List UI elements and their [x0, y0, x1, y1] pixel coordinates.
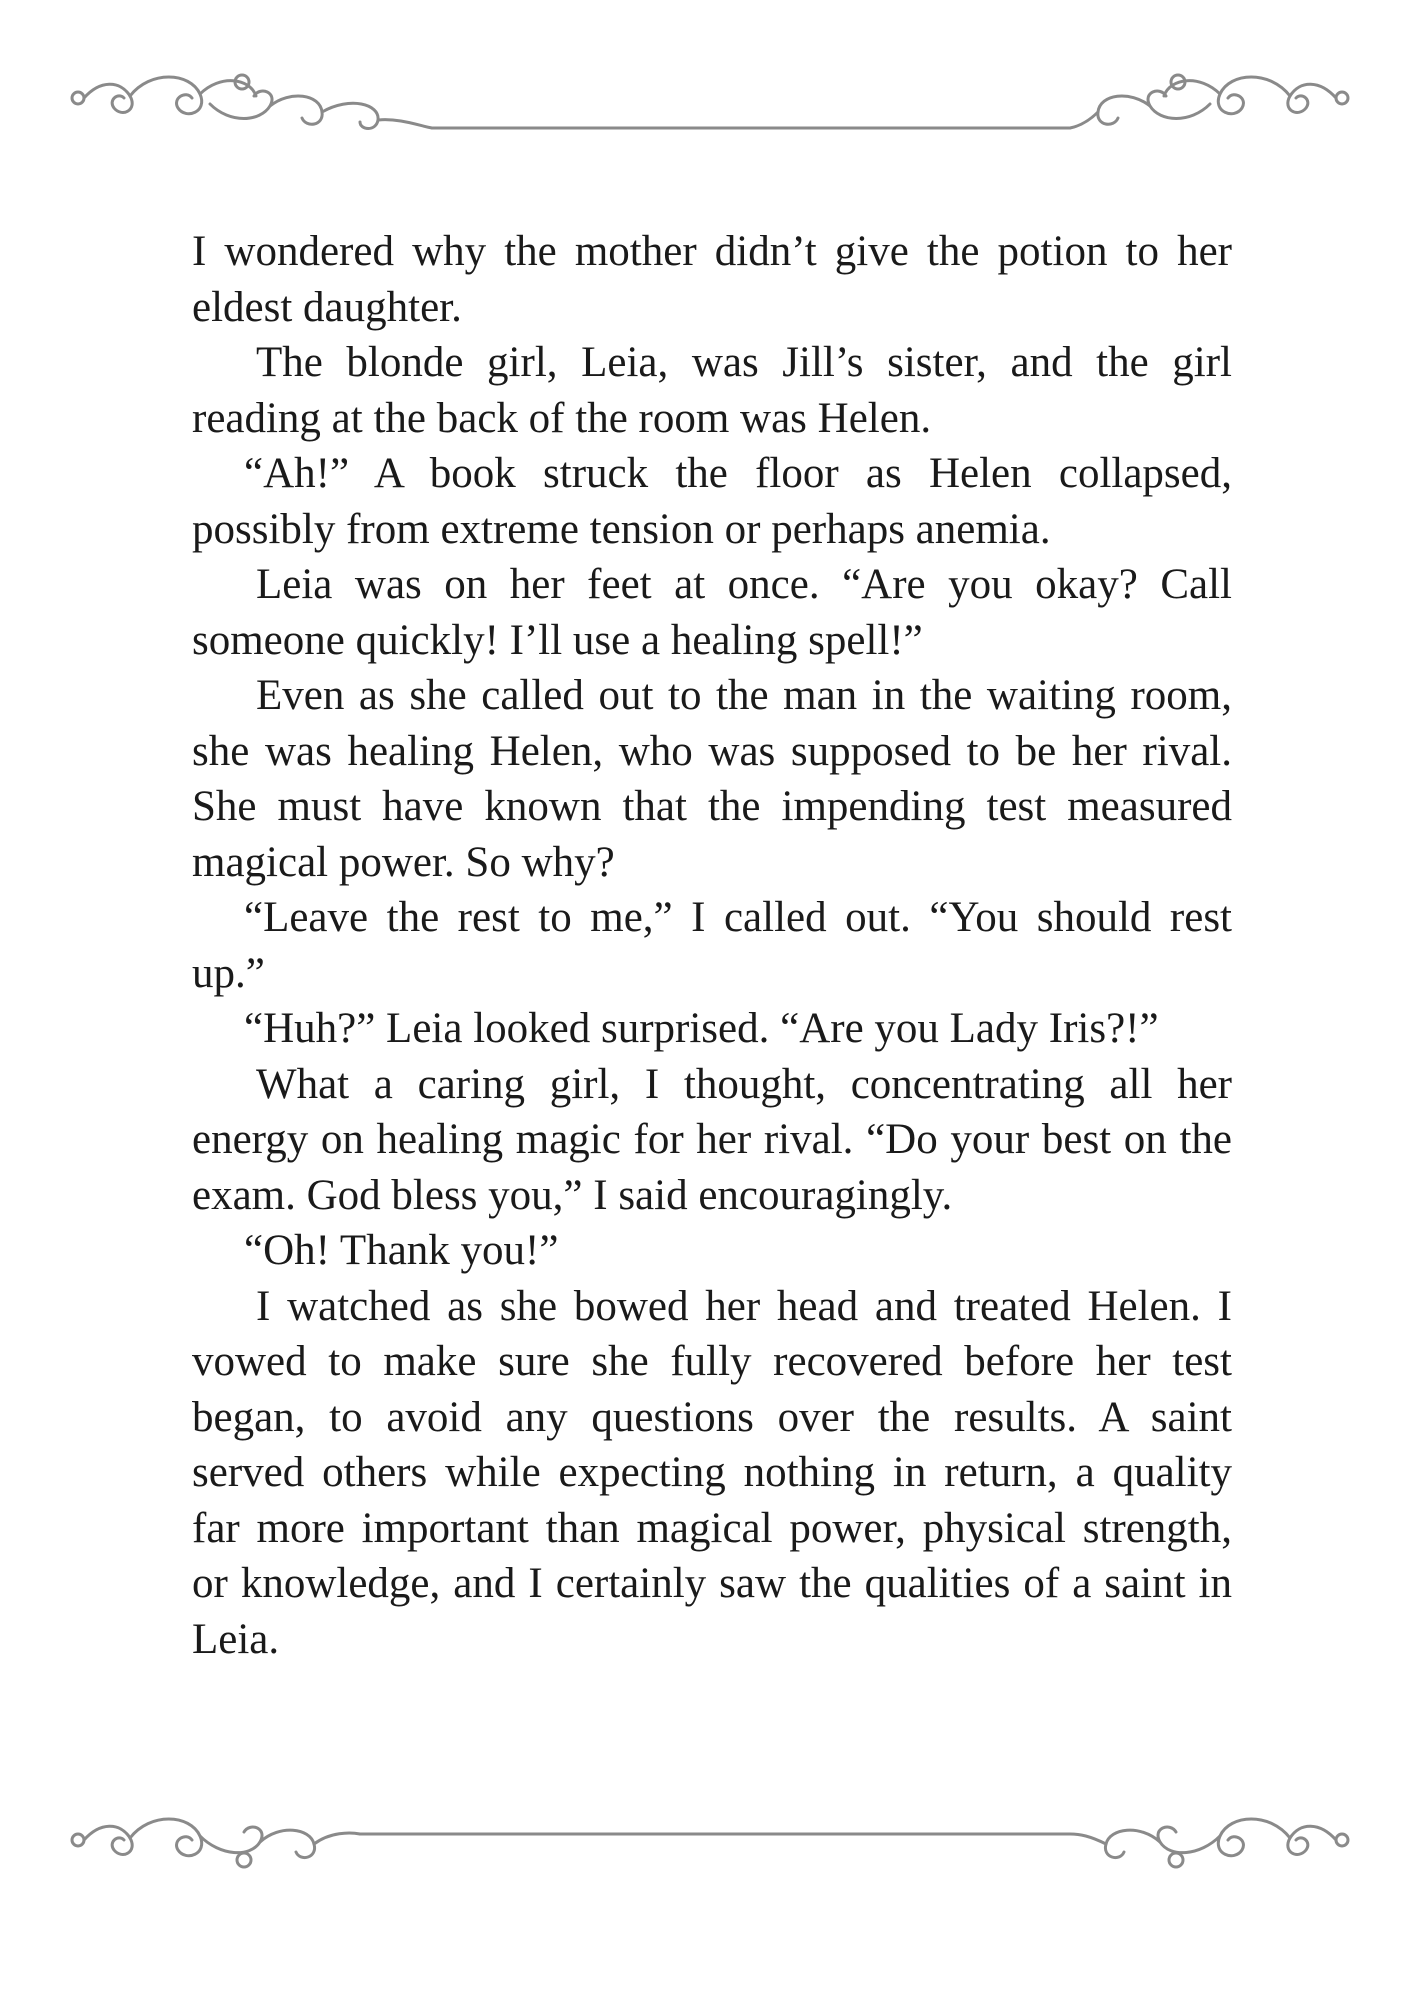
- scroll-flourish-icon: [60, 60, 1360, 150]
- top-ornamental-border: [60, 60, 1360, 150]
- paragraph: Even as she called out to the man in the waiting room, she was healing Helen, who was supposed to be her rival. She must have known that the impending test measured magical power. So why?: [192, 672, 1232, 886]
- paragraph: “Oh! Thank you!”: [244, 1227, 559, 1274]
- paragraph: “Leave the rest to me,” I called out. “You should rest up.”: [192, 894, 1232, 997]
- paragraph: I wondered why the mother didn’t give the potion to her eldest daughter.: [192, 228, 1232, 331]
- paragraph: Leia was on her feet at once. “Are you okay? Call someone quickly! I’ll use a healing spell!”: [192, 561, 1232, 664]
- paragraph: I watched as she bowed her head and treated Helen. I vowed to make sure she fully recovered before her test began, to avoid any questions over the results. A saint served others while expecting nothing in return, a quality far more important than magical power, physical strength, or knowledge, and I certainly saw the qualities of a saint in Leia.: [192, 1282, 1232, 1663]
- paragraph: “Ah!” A book struck the floor as Helen collapsed, possibly from extreme tension or perhaps anemia.: [192, 450, 1232, 553]
- paragraph: The blonde girl, Leia, was Jill’s sister, and the girl reading at the back of the room was Helen.: [192, 339, 1232, 442]
- scroll-flourish-icon: [60, 1800, 1360, 1890]
- bottom-ornamental-border: [60, 1800, 1360, 1890]
- paragraph: “Huh?” Leia looked surprised. “Are you Lady Iris?!”: [244, 1005, 1159, 1052]
- paragraph: What a caring girl, I thought, concentrating all her energy on healing magic for her rival. “Do your best on the exam. God bless you,” I said encouragingly.: [192, 1060, 1232, 1219]
- page-body-text: [192, 224, 1232, 1667]
